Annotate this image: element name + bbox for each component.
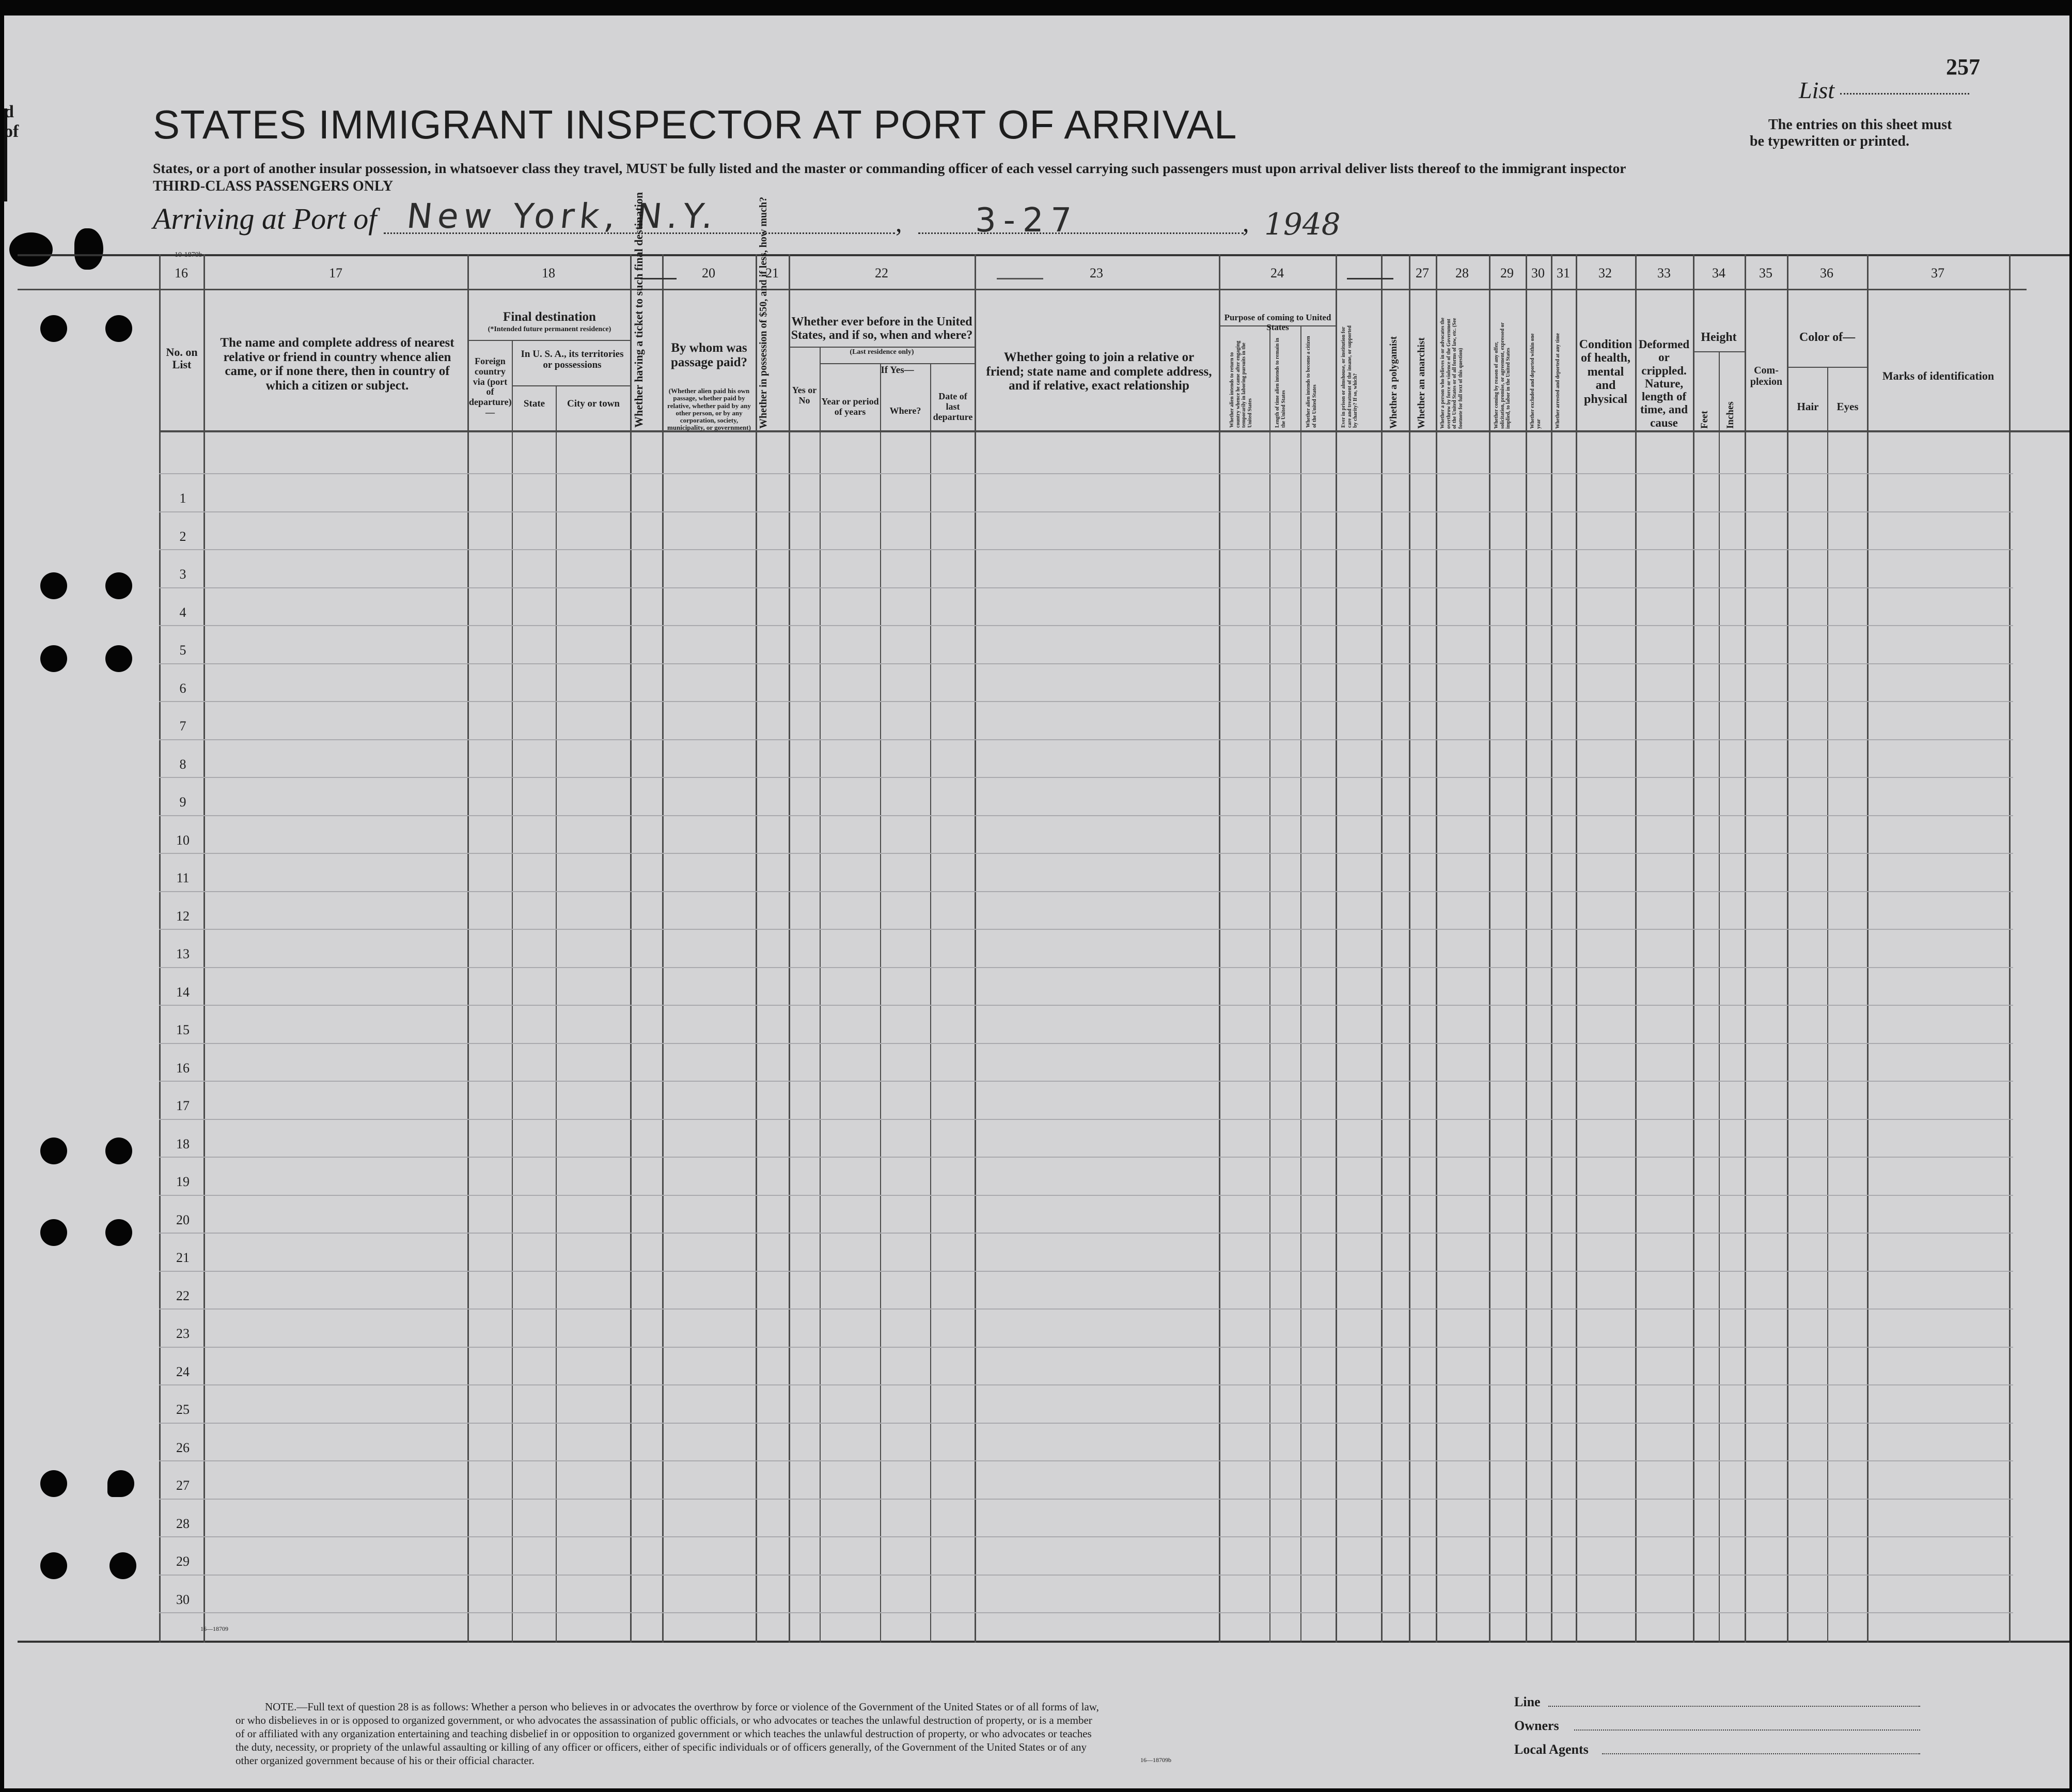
col-line	[1576, 254, 1577, 1643]
row-number: 29	[176, 1554, 190, 1569]
col-number: 22	[875, 266, 888, 281]
punch-hole	[40, 1137, 67, 1164]
header-purpose-a: Whether alien intends to return to country whence he came after engaging temporarily in laboring pursuits in the United States	[1229, 340, 1253, 428]
header-fifty-dollars: Whether in possession of $50, and if less, how much?	[758, 196, 769, 429]
row-rule	[159, 663, 2013, 664]
row-number: 2	[179, 529, 186, 544]
row-rule	[159, 1005, 2013, 1006]
col-number: 21	[765, 266, 779, 281]
row-rule	[159, 739, 2013, 740]
header-city: City or town	[567, 398, 620, 409]
row-number: 6	[179, 681, 186, 696]
col-number: 34	[1712, 266, 1725, 281]
col-number: 17	[329, 266, 342, 281]
header-yes-no: Yes or No	[792, 385, 817, 406]
punch-hole	[40, 1552, 67, 1579]
row-rule	[159, 1271, 2013, 1272]
row-rule	[159, 967, 2013, 968]
margin-cut-text-1: d	[4, 102, 14, 121]
row-number: 23	[176, 1326, 190, 1341]
c18-usa-divider	[512, 385, 630, 386]
table-top-border	[18, 254, 2069, 256]
punch-hole	[107, 1470, 134, 1497]
header-overthrow: Whether a person who believes in or advocates the overthrow by force or violence of the Government of the United States or of all forms of law, etc. (See footnote for full text of this question)	[1440, 317, 1464, 429]
header-nearest-relative: The name and complete address of nearest relative or friend in country whence alien came, or if none there, then in country of which a citizen or subject.	[220, 336, 454, 393]
header-excluded: Whether excluded and deported within one year	[1530, 333, 1542, 429]
col-line	[556, 385, 557, 1643]
row-rule	[159, 625, 2013, 626]
row-number: 27	[176, 1478, 190, 1493]
col-line	[930, 364, 931, 1643]
header-prison: Ever in prison or almshouse, or institution for care and treatment of the insane, or supported by charity? If so, which?	[1341, 325, 1358, 428]
header-purpose-c: Whether alien intends to become a citizen of the United States	[1306, 336, 1317, 428]
row-rule	[159, 1384, 2013, 1385]
row-rule	[159, 473, 2013, 474]
year-value: 1948	[1264, 207, 1341, 242]
punch-hole	[40, 315, 67, 342]
header-state: State	[523, 398, 545, 409]
local-agents-blank	[1602, 1753, 1920, 1754]
col-number: 28	[1455, 266, 1469, 281]
header-if-yes: If Yes—	[881, 365, 914, 376]
punch-hole	[109, 1552, 136, 1579]
col-number: 30	[1531, 266, 1545, 281]
header-before-in-us: Whether ever before in the United States, and if so, when and where?	[791, 315, 973, 342]
col-number-cut-mark	[997, 278, 1043, 279]
header-feet: Feet	[1699, 411, 1710, 429]
row-rule	[159, 853, 2013, 854]
comma-2: ,	[1243, 208, 1249, 237]
form-code-left: 16—18709	[200, 1625, 228, 1632]
header-eyes: Eyes	[1836, 400, 1859, 413]
header-passage-paid-sub: (Whether alien paid his own passage, whether paid by relative, whether paid by any other person, or by any corporation, society, municipality, or government)	[667, 387, 751, 432]
row-rule	[159, 1423, 2013, 1424]
punch-hole	[40, 645, 67, 672]
punch-hole	[40, 1470, 67, 1497]
instructions-right-1: The entries on this sheet must	[1768, 117, 1952, 133]
header-inches: Inches	[1725, 401, 1736, 429]
row-number: 24	[176, 1364, 190, 1379]
col-line	[2009, 254, 2011, 1643]
footnote-line-4: the duty, necessity, or propriety of the unlawful assaulting or killing of any officer or officers, either of specific individuals or of officers generally, of the Government of the United States or of any	[236, 1741, 1087, 1753]
line-label: Line	[1514, 1694, 1541, 1709]
col-line	[1300, 326, 1301, 1643]
row-rule	[159, 1043, 2013, 1044]
row-rule	[159, 891, 2013, 892]
punch-hole	[105, 645, 132, 672]
col-line	[1867, 254, 1869, 1643]
punch-hole	[40, 1219, 67, 1246]
row-number: 4	[179, 605, 186, 620]
footnote-line-5: other organized government because of his or their official character.	[236, 1754, 535, 1767]
row-rule	[159, 1347, 2013, 1348]
row-rule	[159, 587, 2013, 588]
col-line	[512, 341, 513, 1643]
page-title: STATES IMMIGRANT INSPECTOR AT PORT OF ARRIVAL	[153, 102, 1237, 147]
col-line	[1635, 254, 1637, 1643]
comma-1: ,	[896, 208, 902, 237]
col-number: 29	[1500, 266, 1514, 281]
row-number: 16	[176, 1061, 190, 1076]
col-line	[1719, 352, 1720, 1643]
row-rule	[159, 1612, 2013, 1613]
row-rule	[159, 1460, 2013, 1461]
row-number: 14	[176, 985, 190, 1000]
col-line	[1219, 254, 1220, 1643]
class-line: THIRD-CLASS PASSENGERS ONLY	[153, 178, 394, 194]
col-number-cut-mark	[640, 278, 677, 279]
punch-hole	[74, 228, 103, 270]
header-usa-territories: In U. S. A., its territories or possessions	[521, 349, 624, 370]
row-rule	[159, 511, 2013, 512]
row-number: 5	[179, 643, 186, 658]
footnote-line-2: or who disbelieves in or is opposed to organized government, or who advocates the assassination of public officials, or who advocates or teaches the unlawful destruction of property, or is a member	[236, 1714, 1092, 1726]
row-number: 18	[176, 1136, 190, 1151]
col-line	[1551, 254, 1552, 1643]
row-rule	[159, 1536, 2013, 1537]
header-deformed: Deformed or crippled. Nature, length of time, and cause	[1638, 338, 1690, 429]
header-last-residence: (Last residence only)	[850, 348, 914, 356]
header-marks: Marks of identification	[1882, 369, 1995, 382]
row-number: 1	[179, 491, 186, 506]
footnote-line-3: of or affiliated with any organization entertaining and teaching disbelief in or opposition to organized government or which teaches the unlawful destruction of property, or who advocates or teaches	[236, 1727, 1092, 1740]
row-number: 9	[179, 794, 186, 809]
col-line	[820, 348, 821, 1643]
header-complexion: Com-plexion	[1750, 365, 1783, 387]
form-code-right: 16—18709b	[1140, 1756, 1171, 1764]
col-line	[1526, 254, 1527, 1643]
col-number: 37	[1931, 266, 1944, 281]
list-blank-line	[1840, 93, 1969, 95]
row-rule	[159, 815, 2013, 816]
row-number: 19	[176, 1174, 190, 1189]
col-line	[756, 254, 757, 1643]
row-rule	[159, 1081, 2013, 1082]
header-final-destination-sub: (*Intended future permanent residence)	[488, 325, 611, 333]
header-year-period: Year or period of years	[821, 396, 879, 417]
header-height: Height	[1701, 331, 1737, 344]
row-number: 3	[179, 567, 186, 582]
c22-ifyes-divider	[820, 363, 975, 364]
col-number: 27	[1416, 266, 1429, 281]
date-field-line	[918, 232, 1244, 234]
header-no-on-list: No. on List	[166, 346, 198, 371]
row-number: 25	[176, 1402, 190, 1417]
col-line	[880, 364, 881, 1643]
row-number: 26	[176, 1440, 190, 1455]
subtitle-text: States, or a port of another insular possession, in whatsoever class they travel, MUST be fully listed and the master or commanding officer of each vessel carrying such passengers must upon arrival deliver lists thereof to the immigrant inspector	[153, 160, 1626, 176]
col-number: 18	[542, 266, 555, 281]
col-number: 16	[175, 266, 188, 281]
col-line	[662, 254, 664, 1643]
header-join-relative: Whether going to join a relative or friend; state name and complete address, and if relative, exact relationship	[986, 350, 1212, 393]
margin-edge	[4, 108, 26, 201]
c22-divider	[789, 347, 975, 348]
line-blank	[1548, 1706, 1920, 1707]
col-line	[975, 254, 976, 1643]
col-number: 20	[702, 266, 715, 281]
col-number: 33	[1657, 266, 1671, 281]
row-number: 21	[176, 1250, 190, 1265]
table-bottom-border	[18, 1641, 2069, 1643]
row-rule	[159, 929, 2013, 930]
col-line	[467, 254, 469, 1643]
header-polygamist: Whether a polygamist	[1388, 336, 1399, 429]
margin-cut-text-2: of	[4, 122, 19, 141]
manifest-sheet	[4, 15, 2069, 1788]
row-rule	[159, 1499, 2013, 1500]
punch-hole	[40, 572, 67, 599]
local-agents-label: Local Agents	[1514, 1742, 1589, 1757]
col-number: 32	[1598, 266, 1612, 281]
row-rule	[159, 701, 2013, 702]
header-where: Where?	[889, 406, 921, 416]
header-bottom-border	[159, 430, 2069, 432]
col-line	[1693, 254, 1694, 1643]
col-line	[1381, 254, 1383, 1643]
col-line	[1436, 254, 1437, 1643]
row-number: 28	[176, 1516, 190, 1531]
row-number: 15	[176, 1022, 190, 1037]
header-purpose: Purpose of coming to United States	[1224, 313, 1331, 332]
arriving-label: Arriving at Port of	[153, 202, 377, 236]
header-health: Condition of health, mental and physical	[1579, 338, 1633, 406]
col-line	[1787, 254, 1788, 1643]
instructions-right-2: be typewritten or printed.	[1750, 133, 1909, 149]
punch-hole	[105, 1219, 132, 1246]
header-ticket: Whether having a ticket to such final destination	[632, 192, 645, 428]
row-number: 22	[176, 1288, 190, 1303]
list-label: List	[1799, 77, 1835, 103]
owners-label: Owners	[1514, 1718, 1559, 1733]
header-anarchist: Whether an anarchist	[1416, 337, 1427, 429]
col-line	[630, 254, 632, 1643]
row-number: 8	[179, 757, 186, 772]
col-line	[1409, 254, 1410, 1643]
row-rule	[159, 1195, 2013, 1196]
row-rule	[159, 1575, 2013, 1576]
punch-hole	[9, 232, 53, 267]
date-value: 3-27	[975, 201, 1079, 240]
col-number: 23	[1090, 266, 1103, 281]
c18-divider	[467, 340, 630, 341]
row-number: 13	[176, 946, 190, 961]
row-rule	[159, 549, 2013, 550]
header-labor-offer: Whether coming by reason of any offer, solicitation, promise, or agreement, expressed or implied, to labor in the United States	[1494, 322, 1511, 429]
row-rule	[159, 1308, 2013, 1310]
col-number-cut-mark	[1347, 278, 1393, 279]
row-number: 7	[179, 719, 186, 734]
header-foreign-country: Foreign country via (port of departure)—	[469, 356, 512, 417]
header-date-last-departure: Date of last departure	[933, 391, 973, 422]
port-value: New York, N.Y.	[404, 196, 720, 236]
row-number: 10	[176, 833, 190, 848]
row-number: 17	[176, 1098, 190, 1113]
punch-hole	[105, 572, 132, 599]
col-line	[1745, 254, 1746, 1643]
row-rule	[159, 1157, 2013, 1158]
col-line	[1269, 326, 1270, 1643]
punch-hole	[105, 1137, 132, 1164]
row-number: 30	[176, 1592, 190, 1607]
header-hair: Hair	[1797, 400, 1819, 413]
row-rule	[159, 1233, 2013, 1234]
row-number: 20	[176, 1212, 190, 1227]
header-deported: Whether arrested and deported at any time	[1555, 333, 1561, 429]
col-line	[1336, 254, 1337, 1643]
col-line	[789, 254, 790, 1643]
number-row-border	[18, 289, 2027, 290]
col-number: 31	[1557, 266, 1570, 281]
col-line	[1489, 254, 1490, 1643]
row-rule	[159, 777, 2013, 778]
col-number: 24	[1270, 266, 1284, 281]
row-number: 12	[176, 909, 190, 924]
header-color-of: Color of—	[1799, 331, 1856, 344]
page-number: 257	[1946, 54, 1980, 80]
col-number: 36	[1820, 266, 1833, 281]
header-passage-paid: By whom was passage paid?	[671, 341, 747, 369]
footnote-line-1: NOTE.—Full text of question 28 is as follows: Whether a person who believes in or advocates the overthrow by force or violence of the Government of the United States or of all forms of law,	[265, 1701, 1099, 1713]
header-purpose-b: Length of time alien intends to remain in the United States	[1275, 338, 1286, 428]
punch-hole	[105, 315, 132, 342]
header-final-destination: Final destination	[503, 310, 596, 324]
owners-blank	[1574, 1729, 1920, 1731]
col-number: 35	[1759, 266, 1772, 281]
row-number: 11	[176, 870, 190, 885]
row-rule	[159, 1119, 2013, 1120]
